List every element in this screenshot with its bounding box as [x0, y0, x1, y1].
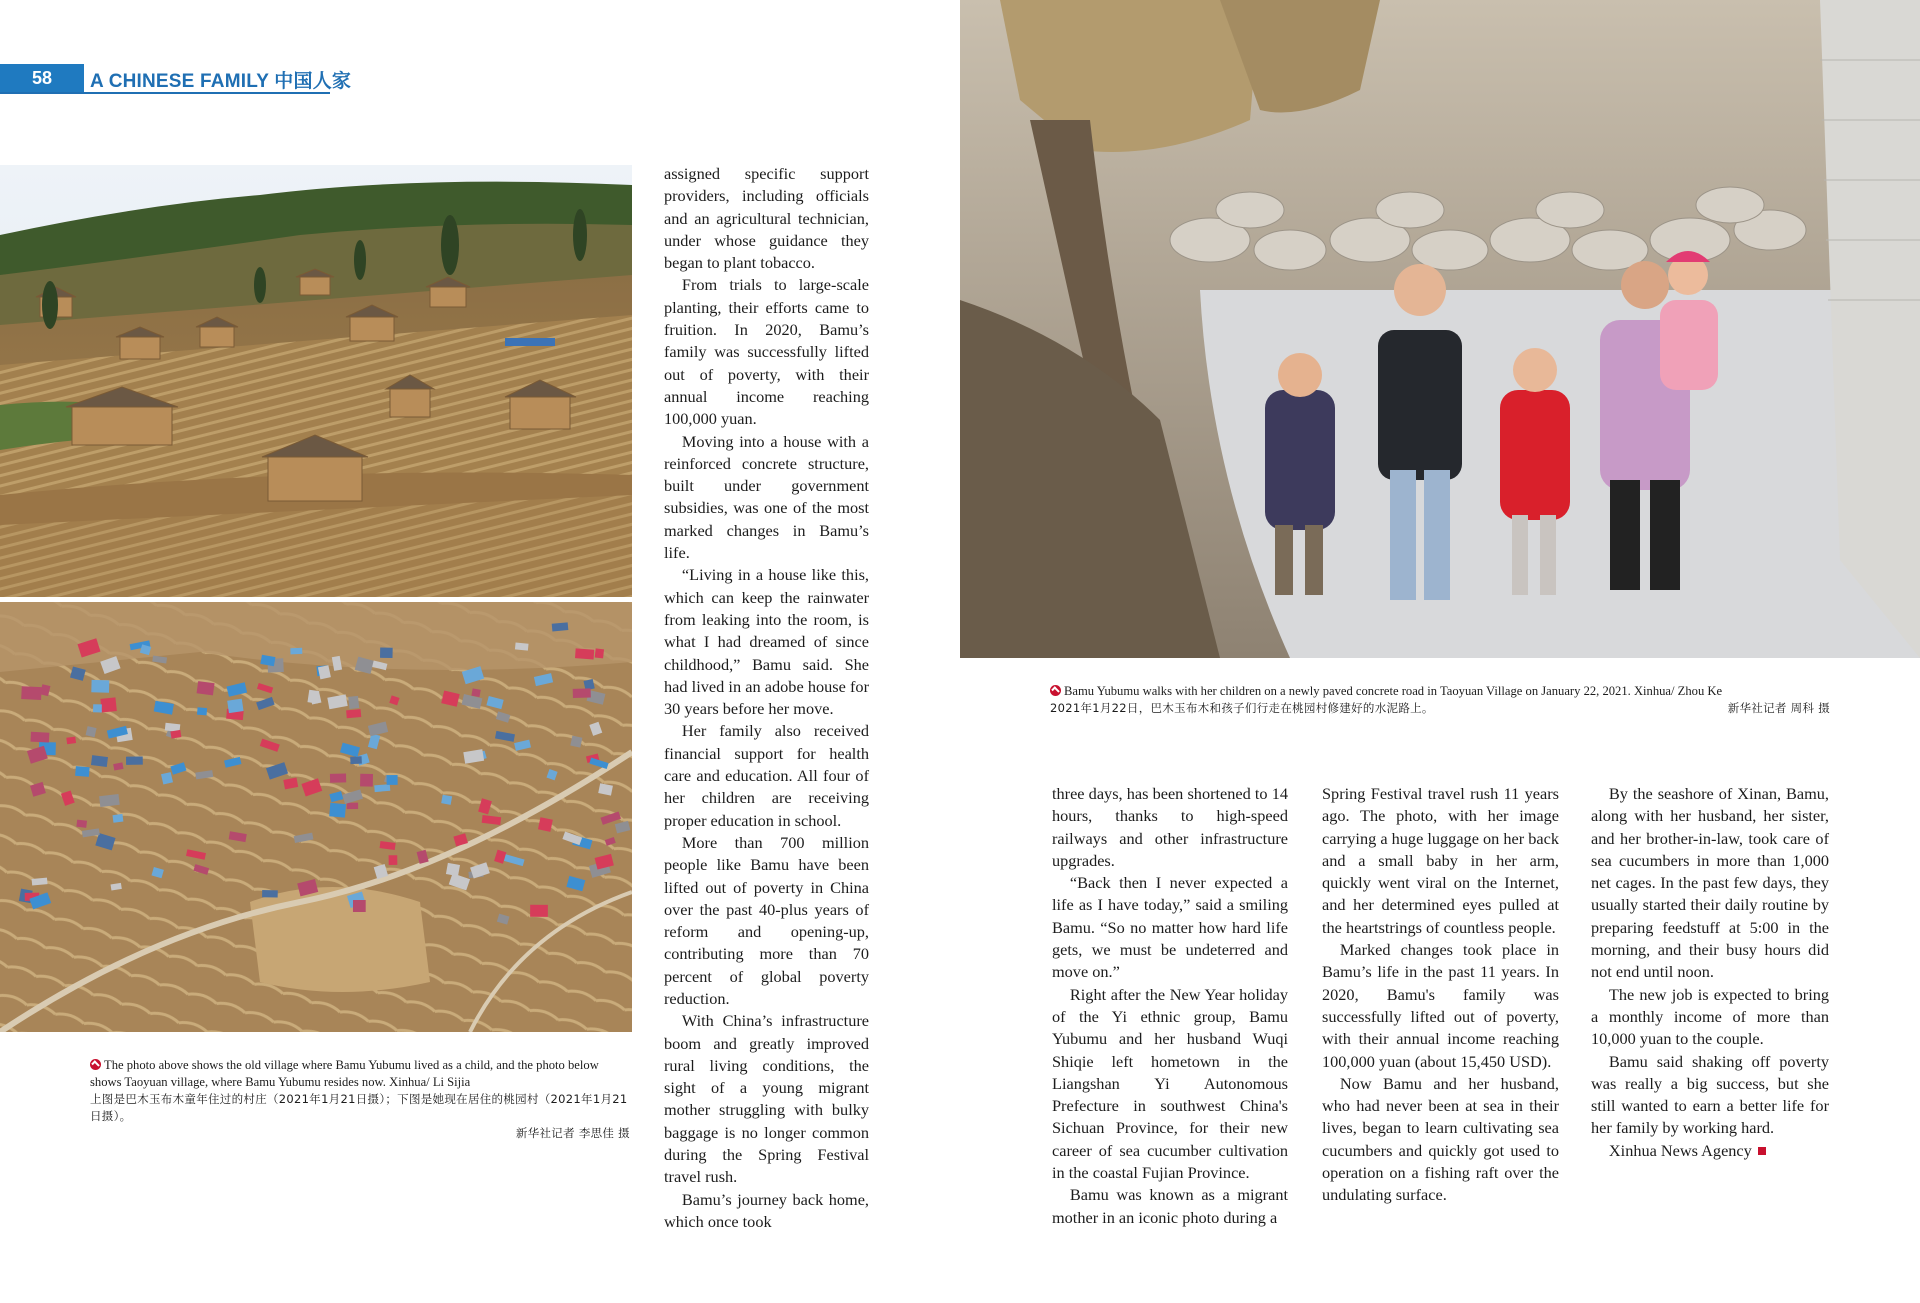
section-title: A CHINESE FAMILY 中国人家	[90, 71, 352, 92]
paragraph: With China’s infrastructure boom and greatly improved rural living conditions, the sight of a young migrant mother struggling with bulky baggage is no longer common during the Spring Festival travel rush.	[664, 1011, 869, 1187]
agency-credit: Xinhua News Agency	[1608, 1140, 1752, 1160]
article-column-a	[1052, 783, 1288, 1229]
caption-right	[1050, 683, 1830, 717]
paragraph: “Living in a house like this, which can keep the rainwater from leaking into the room, is what I had dreamed of since childhood,” Bamu said. She had lived in an adobe house for 30 years before her move.	[664, 565, 869, 719]
paragraph: Right after the New Year holiday of the Yi ethnic group, Bamu Yubumu and her husband Wuqi Shiqie left hometown in the Liangshan Yi Autonomous Prefecture in southwest China's Sichuan Province, for their new career of sea cucumber cultivation in the coastal Fujian Province.	[1052, 984, 1288, 1183]
article-column-left	[664, 163, 869, 1233]
new-village-image	[0, 602, 632, 1032]
page-number-left: 58	[0, 64, 84, 92]
family-image	[960, 0, 1920, 658]
photo-family	[960, 0, 1920, 658]
paragraph: From trials to large-scale planting, their efforts came to fruition. In 2020, Bamu’s family was successfully lifted out of poverty, with their annual income reaching 100,000 yuan.	[664, 275, 869, 429]
byline	[1591, 1140, 1829, 1162]
paragraph: assigned specific support providers, including officials and an agricultural technician, under whose guidance they began to plant tobacco.	[664, 164, 869, 273]
caption-left-en: The photo above shows the old village where Bamu Yubumu lived as a child, and the photo below shows Taoyuan village, where Bamu Yubumu resides now. Xinhua/ Li Sijia	[90, 1058, 599, 1089]
paragraph: Moving into a house with a reinforced concrete structure, built under government subsidies, was one of the most marked changes in Bamu’s life.	[664, 431, 869, 563]
end-mark-icon	[1758, 1147, 1766, 1155]
paragraph: Marked changes took place in Bamu’s life in the past 11 years. In 2020, Bamu's family was successfully lifted out of poverty, with their annual income reaching 100,000 yuan (about 15,450 USD).	[1322, 940, 1559, 1071]
paragraph: Her family also received financial support for health care and education. All four of her children are receiving proper education in school.	[664, 721, 869, 830]
caption-right-zh: 2021年1月22日，巴木玉布木和孩子们行走在桃园村修建好的水泥路上。	[1050, 701, 1434, 715]
article-column-c	[1591, 783, 1829, 1162]
caption-right-en: Bamu Yubumu walks with her children on a newly paved concrete road in Taoyuan Village on January 22, 2021. Xinhua/ Zhou Ke	[1064, 684, 1723, 698]
caption-marker-icon	[90, 1059, 101, 1070]
paragraph: More than 700 million people like Bamu have been lifted out of poverty in China over the past 40-plus years of reform and opening-up, contributing more than 70 percent of global poverty reduction.	[664, 832, 869, 1008]
caption-left-credit: 新华社记者 李思佳 摄	[515, 1126, 630, 1140]
paragraph: By the seashore of Xinan, Bamu, along with her husband, her sister, and her brother-in-law, took care of sea cucumbers in more than 1,000 net cages. In the past few days, they usually started their daily routine by preparing feedstuff at 5:00 in the morning, and their busy hours did not end until noon.	[1591, 784, 1829, 982]
photo-new-village	[0, 602, 632, 1032]
photo-old-village	[0, 165, 632, 597]
paragraph: Bamu’s journey back home, which once took	[664, 1189, 869, 1231]
paragraph: “Back then I never expected a life as I have today,” said a smiling Bamu. “So no matter how hard life gets, we must be undeterred and move on.”	[1052, 873, 1288, 982]
paragraph: Bamu was known as a migrant mother in an iconic photo during a	[1052, 1185, 1288, 1227]
page-header-left	[0, 64, 352, 94]
paragraph: Bamu said shaking off poverty was really a big success, but she still wanted to earn a better life for her family by working hard.	[1591, 1051, 1829, 1138]
caption-marker-icon	[1050, 685, 1061, 696]
paragraph: The new job is expected to bring a monthly income of more than 10,000 yuan to the couple.	[1591, 984, 1829, 1049]
old-village-image	[0, 165, 632, 597]
paragraph: Spring Festival travel rush 11 years ago. The photo, with her image carrying a huge luggage on her back and a small baby in her arm, quickly went viral on the Internet, and her determined eyes pulled at the heartstrings of countless people.	[1322, 784, 1559, 937]
paragraph: three days, has been shortened to 14 hours, thanks to high-speed railways and other infrastructure upgrades.	[1052, 784, 1288, 870]
article-column-b	[1322, 783, 1559, 1207]
caption-right-credit: 新华社记者 周科 摄	[1727, 701, 1830, 715]
caption-left-zh: 上图是巴木玉布木童年住过的村庄（2021年1月21日摄）；下图是她现在居住的桃园村（2021年1月21日摄）。	[90, 1092, 628, 1123]
paragraph: Now Bamu and her husband, who had never been at sea in their lives, began to learn cultivating sea cucumbers and quickly got used to operation on a fishing raft over the undulating surface.	[1322, 1073, 1559, 1205]
caption-left	[90, 1057, 630, 1142]
